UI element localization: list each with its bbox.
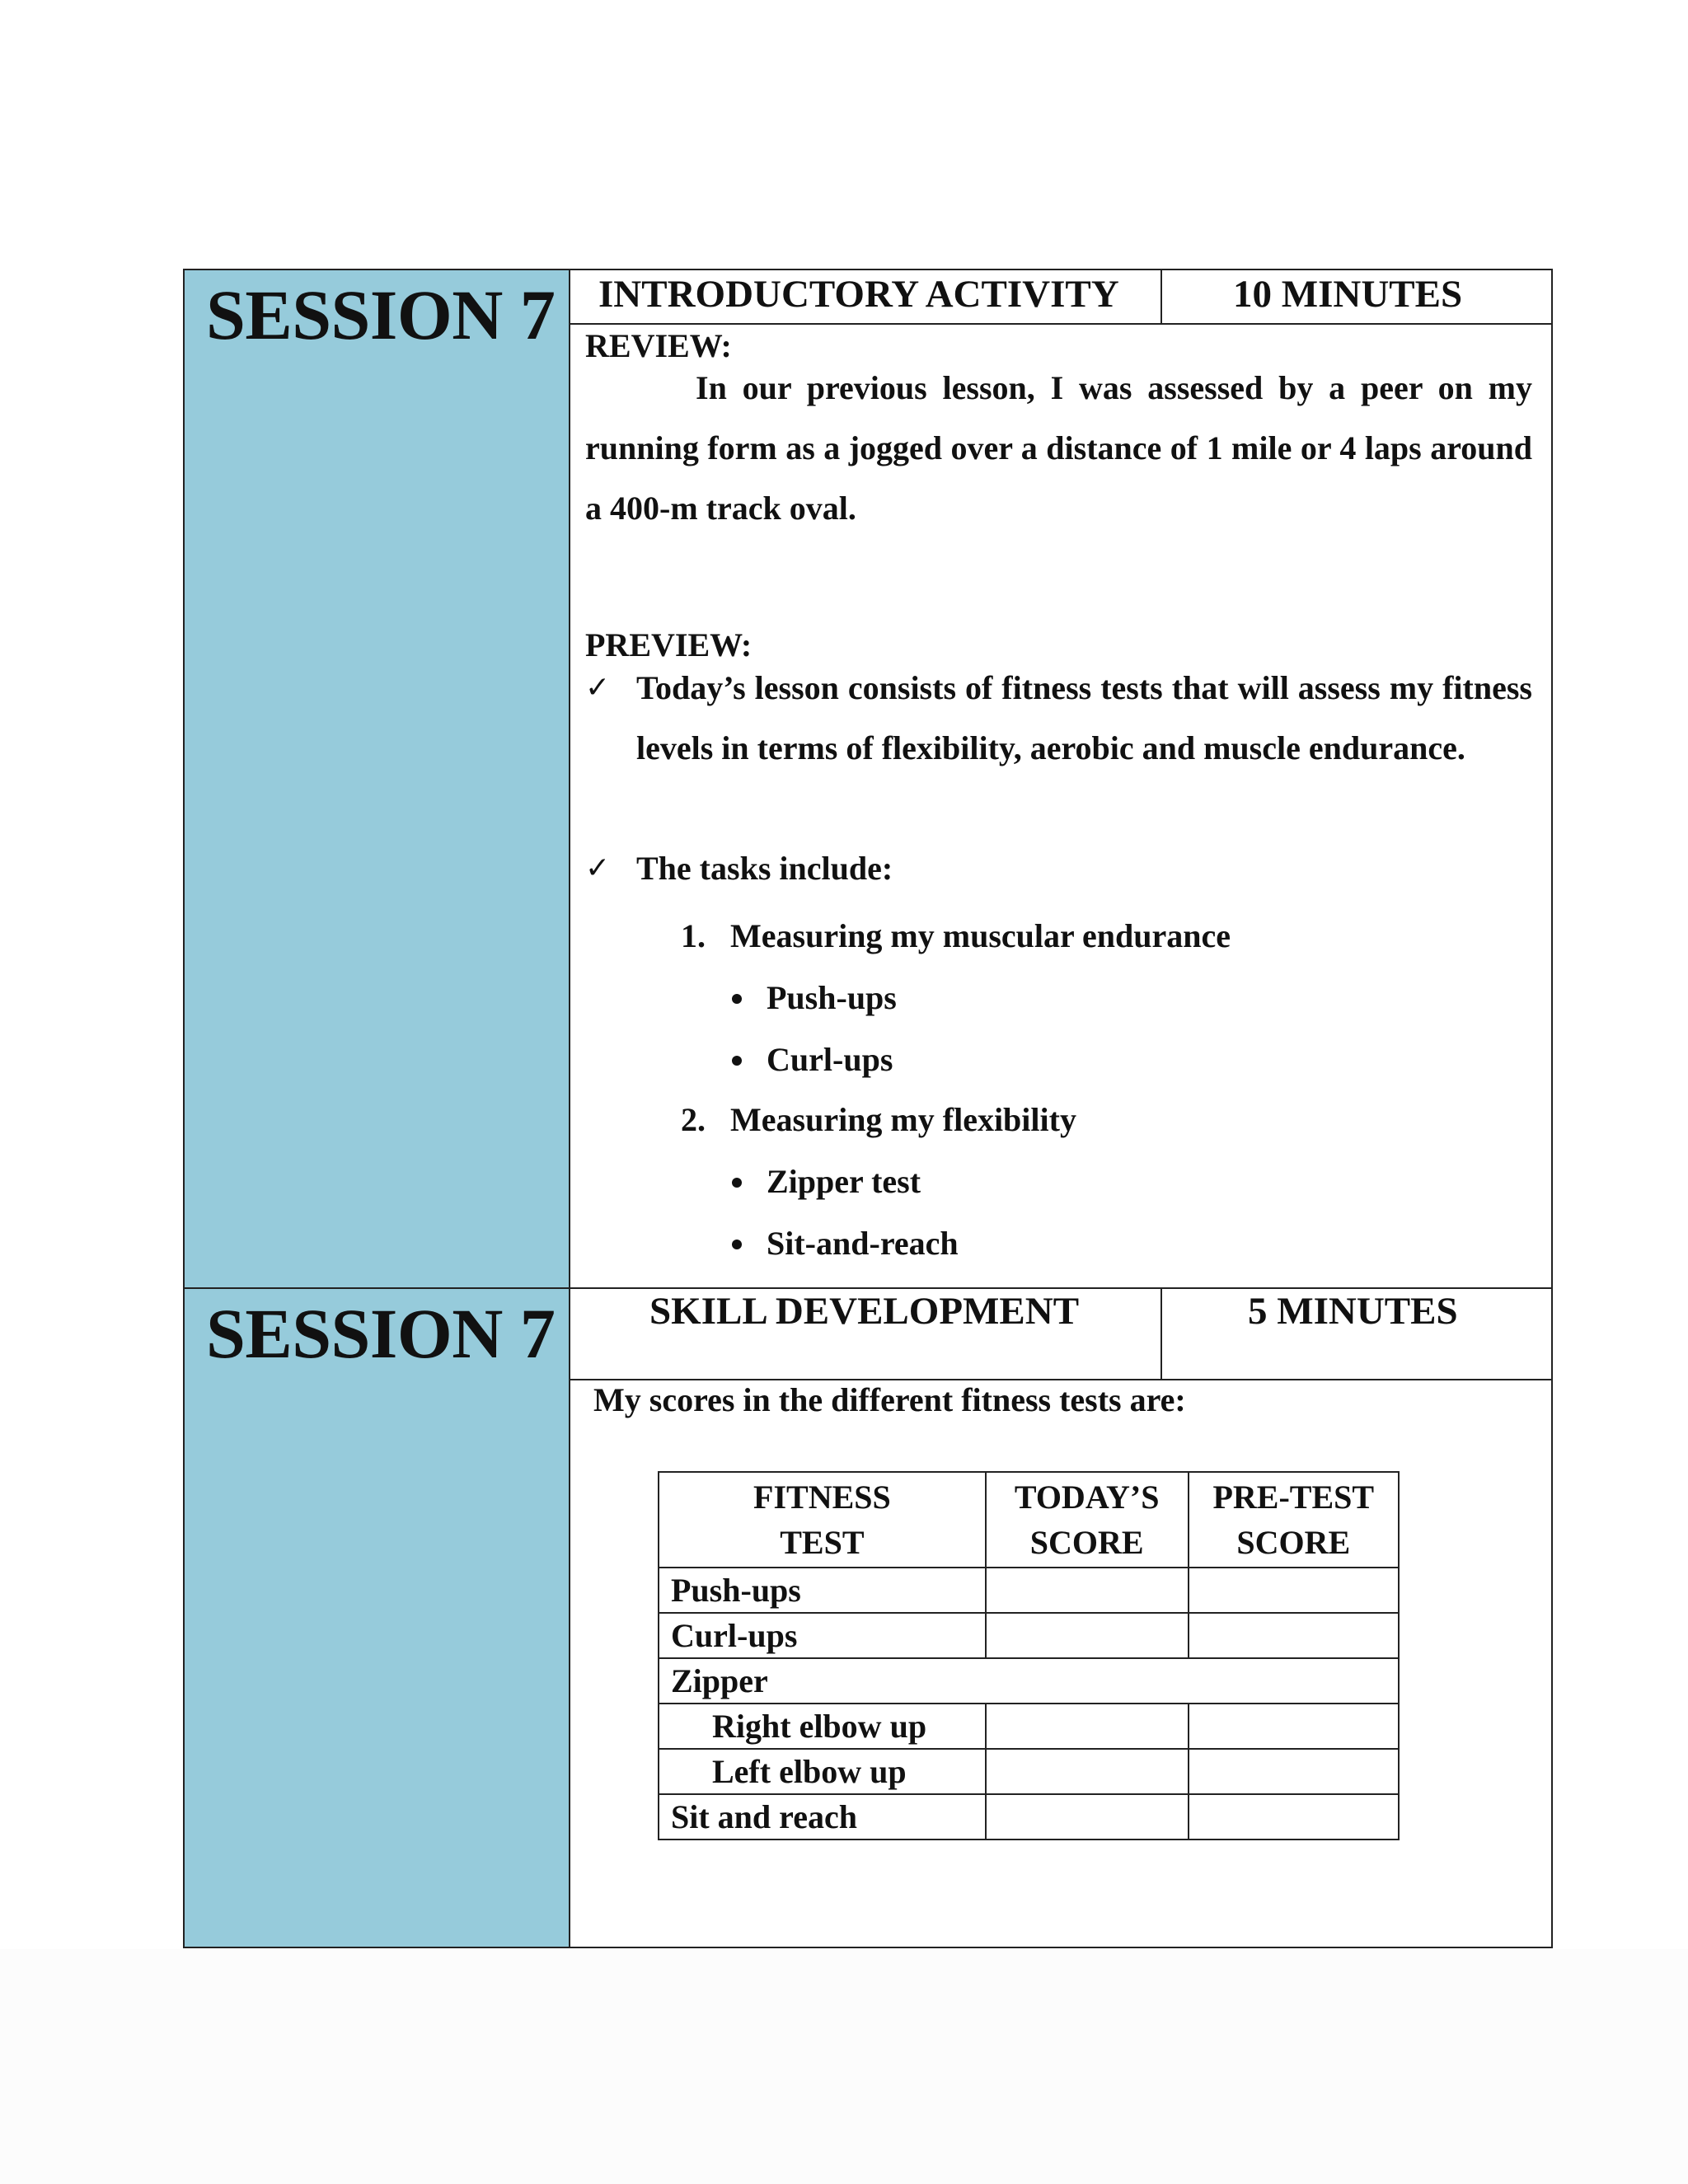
pretest-score-cell[interactable]	[1189, 1704, 1399, 1749]
duration-header-cell	[1160, 269, 1553, 325]
task-number: 1.	[681, 917, 706, 954]
table-header-row	[659, 1472, 1399, 1568]
task-item	[681, 916, 1231, 957]
session-title: SESSION 7	[206, 1294, 556, 1373]
lesson-plan-table	[183, 269, 1553, 1948]
todays-score-cell[interactable]	[986, 1704, 1189, 1749]
todays-score-cell[interactable]	[986, 1749, 1189, 1794]
table-row	[659, 1794, 1399, 1840]
preview-label: PREVIEW:	[585, 626, 753, 663]
preview-item-text: The tasks include:	[636, 850, 893, 887]
pretest-score-cell[interactable]	[1189, 1568, 1399, 1613]
todays-score-cell[interactable]	[986, 1568, 1189, 1613]
introductory-content-cell	[569, 323, 1553, 1289]
task-subitem-text: Push-ups	[767, 979, 897, 1016]
task-subitem	[732, 977, 897, 1019]
todays-score-cell[interactable]	[986, 1613, 1189, 1658]
preview-item-text: Today’s lesson consists of fitness tests that will assess my fitness levels in terms of flexibility, aerobic and muscle endurance.	[636, 669, 1532, 766]
task-label: Measuring my muscular endurance	[730, 917, 1231, 954]
fitness-scores-table	[658, 1471, 1400, 1840]
column-header: TODAY’S SCORE	[986, 1472, 1189, 1568]
bullet-dot-icon	[732, 1056, 742, 1066]
task-item	[681, 1099, 1076, 1141]
test-name-cell: Left elbow up	[659, 1749, 986, 1794]
task-subitem-text: Curl-ups	[767, 1041, 893, 1078]
pretest-score-cell[interactable]	[1189, 1613, 1399, 1658]
review-label: REVIEW:	[585, 327, 732, 364]
page-bottom-shade	[0, 1949, 1688, 2184]
table-row	[659, 1704, 1399, 1749]
session-title: SESSION 7	[206, 275, 556, 354]
task-number: 2.	[681, 1101, 706, 1138]
task-subitem-text: Sit-and-reach	[767, 1225, 959, 1262]
test-name-cell: Curl-ups	[659, 1613, 986, 1658]
todays-score-cell[interactable]	[986, 1794, 1189, 1840]
duration-label: 5 MINUTES	[1248, 1290, 1458, 1333]
test-name-cell: Right elbow up	[659, 1704, 986, 1749]
pretest-score-cell[interactable]	[1189, 1794, 1399, 1840]
preview-item	[585, 838, 1532, 898]
test-group-cell: Zipper	[659, 1658, 1399, 1704]
bullet-dot-icon	[732, 1240, 742, 1249]
test-name-cell: Push-ups	[659, 1568, 986, 1613]
session-cell-2	[183, 1287, 570, 1948]
test-name-cell: Sit and reach	[659, 1794, 986, 1840]
preview-item	[585, 658, 1532, 778]
table-row	[659, 1568, 1399, 1613]
activity-header-cell	[569, 1287, 1162, 1380]
pretest-score-cell[interactable]	[1189, 1749, 1399, 1794]
activity-title: SKILL DEVELOPMENT	[649, 1290, 1080, 1333]
table-row	[659, 1658, 1399, 1704]
column-header: FITNESS TEST	[659, 1472, 986, 1568]
skill-development-content	[570, 1380, 1551, 1948]
duration-label: 10 MINUTES	[1233, 273, 1463, 316]
task-subitem	[732, 1161, 921, 1202]
session-cell-1	[183, 269, 570, 1289]
checkmark-icon: ✓	[585, 671, 611, 705]
introductory-content	[570, 325, 1551, 1289]
task-subitem-text: Zipper test	[767, 1163, 921, 1200]
scores-intro: My scores in the different fitness tests are:	[593, 1381, 1186, 1418]
checkmark-icon: ✓	[585, 851, 611, 885]
table-row	[659, 1613, 1399, 1658]
task-subitem	[732, 1039, 893, 1080]
task-label: Measuring my flexibility	[730, 1101, 1076, 1138]
bullet-dot-icon	[732, 994, 742, 1004]
activity-title: INTRODUCTORY ACTIVITY	[598, 273, 1119, 316]
skill-development-content-cell	[569, 1379, 1553, 1948]
activity-header-cell	[569, 269, 1162, 325]
review-paragraph: In our previous lesson, I was assessed by a peer on my running form as a jogged over a distance of 1 mile or 4 laps around a 400-m track oval.	[585, 369, 1532, 527]
task-subitem	[732, 1223, 959, 1264]
duration-header-cell	[1160, 1287, 1553, 1380]
table-row	[659, 1749, 1399, 1794]
column-header: PRE-TEST SCORE	[1189, 1472, 1399, 1568]
bullet-dot-icon	[732, 1178, 742, 1188]
